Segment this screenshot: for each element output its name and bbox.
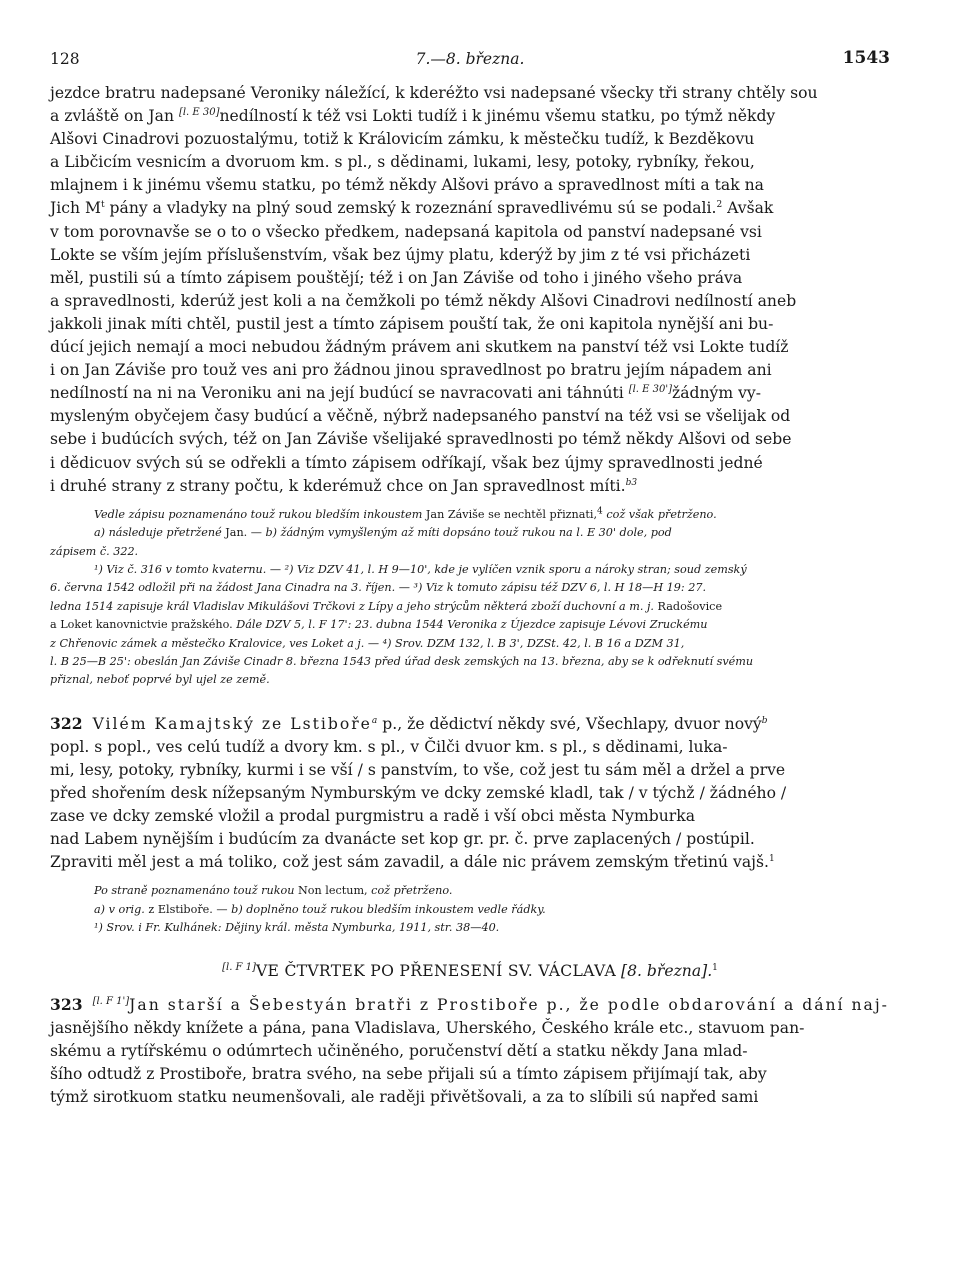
entry-322-text xyxy=(50,712,890,875)
folio-marker: [l. E 30] xyxy=(178,107,220,119)
text-line: skému a rytířskému o odúmrtech učiněného, poručenství dětí a statku někdy Jana mlad- xyxy=(50,1041,748,1060)
entry-323-text xyxy=(50,993,890,1109)
critical-note xyxy=(50,524,890,542)
text-line: dúcí jejich nemají a moci nebudou žádným právem ani skutkem na panství též vsi Lokte tudíž xyxy=(50,338,789,357)
text-line: mi, lesy, potoky, rybníky, kurmi i se vší / s panstvím, to vše, což jest tu sám měl a držel a prve xyxy=(50,760,786,779)
note-span: Vedle zápisu poznamenáno touž rukou bledším inkoustem xyxy=(94,507,423,521)
folio-marker: [l. F 1'] xyxy=(92,995,130,1007)
note-span: a Loket kanovnictvie pražského. xyxy=(50,618,233,632)
text-line: jakkoli jinak míti chtěl, pustil jest a tímto zápisem pouští tak, že oni kapitola nynější ani bu- xyxy=(50,314,774,333)
date-range: 7.—8. března. xyxy=(415,50,525,68)
margin-note xyxy=(50,506,890,524)
notes-322 xyxy=(50,882,890,937)
text-line: a spravedlnosti, kderúž jest koli a na čemžkoli po témž někdy Alšovi Cinadrovi nedílností aneb xyxy=(50,291,797,310)
footnote-ref: 4 xyxy=(597,505,603,516)
text-line: i on Jan Záviše pro touž ves ani pro žádnou jinou spravedlnost po bratru jejím nápadem ani xyxy=(50,361,772,380)
note-span: Dále DZV 5, l. F 17': 23. dubna 1544 Veronika z Újezdce zapisuje Lévovi Zruckému xyxy=(232,618,708,632)
text-line: nad Labem nynějším i budúcím za dvanácte set kop gr. pr. č. prve zaplacených / postúpil. xyxy=(50,830,755,849)
note-span: a) v orig. xyxy=(94,902,145,916)
text-span: Jan starší a Šebestyán bratři z Prostiboře p., že podle obdarování a dání naj- xyxy=(129,995,889,1014)
critical-note: zápisem č. 322. xyxy=(50,544,139,558)
text-line: sebe i budúcích svých, též on Jan Záviše všelijaké spravedlnosti po témž někdy Alšovi od sebe xyxy=(50,430,792,449)
text-line xyxy=(50,382,890,405)
footnote: 6. června 1542 odložil při na žádost Jana Cinadra na 3. říjen. — ³) Viz k tomuto zápisu též DZV 6, l. H 18—H 19: 27. xyxy=(50,581,707,595)
margin-note xyxy=(50,882,890,900)
text-line: jasnějšího někdy knížete a pána, pana Vladislava, Uherského, Českého krále etc., stavuom pan- xyxy=(50,1018,805,1037)
text-line xyxy=(50,475,890,498)
text-line: jezdce bratru nadepsané Veroniky náležící, k kderéžto vsi nadepsané všecky tři strany chtěly sou xyxy=(50,84,818,102)
heading-title: VE ČTVRTEK PO PŘENESENÍ SV. VÁCLAVA xyxy=(255,961,617,980)
text-span: p., že dědictví někdy své, Všechlapy, dvuor nový xyxy=(377,714,762,733)
note-span: a) následuje přetržené xyxy=(94,526,222,540)
entry-number: 322 xyxy=(50,713,83,733)
superscript: t xyxy=(100,200,105,211)
text-span: a zvláště on Jan xyxy=(50,107,179,126)
text-span: Zpraviti měl jest a má toliko, což jest sám zavadil, a dále nic právem zemským třetinú vajš. xyxy=(50,853,769,872)
text-line: mlajnem i k jinému všemu statku, po témž někdy Alšovi právo a spravedlnost míti a tak na xyxy=(50,176,764,195)
text-span: Vilém Kamajtský ze Lstiboře xyxy=(92,714,372,733)
notes-321 xyxy=(50,506,890,690)
entry-321-text xyxy=(50,82,890,498)
note-span: Jan. — xyxy=(221,526,266,540)
note-span: což přetrženo. xyxy=(371,884,453,898)
heading-date: [8. března]. xyxy=(616,961,713,980)
text-line xyxy=(50,197,890,220)
text-line: měl, pustili sú a tímto zápisem pouštějí; též i on Jan Záviše od toho i jiného všeho práva xyxy=(50,268,743,287)
critical-note xyxy=(50,901,890,919)
footnote-ref: a xyxy=(371,715,378,726)
text-span: pány a vladyky na plný soud zemský k rozeznání spravedlivému sú se podali. xyxy=(104,199,717,218)
text-line xyxy=(50,712,890,736)
note-span: Non lectum, xyxy=(294,884,372,898)
text-span: nedílností na ni na Veroniku ani na její budúcí se navracovati ani táhnúti xyxy=(50,384,629,403)
footnote: přiznal, neboť poprvé byl ujel ze země. xyxy=(50,673,270,687)
note-span: b) doplněno touž rukou bledším inkoustem vedle řádky. xyxy=(231,902,546,916)
text-line: zase ve dcky zemské vložil a prodal purgmistru a radě i vší obci města Nymburka xyxy=(50,807,696,826)
footnote: ¹) Viz č. 316 v tomto kvaternu. — ²) Viz DZV 41, l. H 9—10', kde je vylíčen vznik sporu a nároky stran; soud zemský xyxy=(94,562,747,576)
text-line xyxy=(50,105,890,128)
text-span: nedílností k též vsi Lokti tudíž i k jinému všemu statku, po týmž někdy xyxy=(219,107,776,126)
text-line: Alšovi Cinadrovi pozuostalýmu, totiž k Královicím zámku, k městečku tudíž, k Bezděkovu xyxy=(50,130,755,149)
text-line: před shořením desk nížepsaným Nymburským ve dcky zemské kladl, tak / v týchž / žádného / xyxy=(50,784,787,803)
footnote-ref: 1 xyxy=(768,854,775,865)
note-span: z Elstiboře. — xyxy=(144,902,232,916)
note-span: ledna 1514 zapisuje král Vladislav Mikulášovi Trčkovi z Lípy a jeho strýcům některá zboží duchovní a m. j. xyxy=(50,599,654,613)
document-page xyxy=(50,38,890,1109)
text-line: a Libčicím vesnicím a dvoruom km. s pl., s dědinami, lukami, lesy, potoky, rybníky, řekou, xyxy=(50,153,755,172)
footnote: ¹) Srov. i Fr. Kulhánek: Dějiny král. města Nymburka, 1911, str. 38—40. xyxy=(94,921,500,935)
year: 1543 xyxy=(842,48,890,68)
text-line: šího odtudž z Prostiboře, bratra svého, na sebe přijali sú a tímto zápisem přijímají tak, aby xyxy=(50,1064,767,1083)
text-line: týmž sirotkuom statku neumenšovali, ale raději přivětšovali, a za to slíbili sú napřed sami xyxy=(50,1088,759,1106)
text-line xyxy=(50,993,890,1017)
running-header xyxy=(50,38,890,82)
entry-number: 323 xyxy=(50,994,83,1014)
footnote-ref: 1 xyxy=(712,962,718,973)
text-span: žádným vy- xyxy=(672,384,761,403)
text-span: Avšak xyxy=(722,199,774,218)
text-span: i druhé strany z strany počtu, k kderémuž chce on Jan spravedlnost míti. xyxy=(50,476,626,495)
footnote: l. B 25—B 25': obeslán Jan Záviše Cinadr 8. března 1543 před úřad desk zemských na 13. března, aby se k odřeknutí svému xyxy=(50,654,754,668)
note-span: Po straně poznamenáno touž rukou xyxy=(94,884,295,898)
text-span: Jich M xyxy=(50,199,101,218)
footnote-ref: b xyxy=(761,715,768,726)
footnote xyxy=(50,598,890,616)
folio-marker: [l. E 30'] xyxy=(628,384,673,396)
footnote: z Chřenovic zámek a městečko Kralovice, ves Loket a j. — ⁴) Srov. DZM 132, l. B 3', DZSt. 42, l. B 16 a DZM 31, xyxy=(50,636,685,650)
note-span: Jan Záviše se nechtěl přiznati, xyxy=(422,507,598,521)
text-line: Lokte se vším jejím příslušenstvím, však bez újmy platu, kderýž by jim z té vsi přicházeti xyxy=(50,245,751,264)
text-line xyxy=(50,851,890,874)
folio-marker: [l. F 1] xyxy=(222,961,256,973)
footnote-ref: 2 xyxy=(716,200,723,211)
text-line: mysleným obyčejem časy budúcí a věčně, nýbrž nadepsaného panství na též vsi se všelijak od xyxy=(50,407,791,426)
footnote xyxy=(50,616,890,634)
text-line: popl. s popl., ves celú tudíž a dvory km. s pl., v Čilči dvuor km. s pl., s dědinami, luka- xyxy=(50,737,728,756)
text-line: v tom porovnavše se o to o všecko předkem, nadepsaná kapitola od panství nadepsané vsi xyxy=(50,222,762,241)
footnote-ref: b3 xyxy=(625,477,638,488)
text-line: i dědicuov svých sú se odřekli a tímto zápisem odříkají, však bez újmy spravedlnosti jedné xyxy=(50,453,763,472)
note-span: Radošovice xyxy=(654,599,723,613)
note-span: b) žádným vymyšleným až míti dopsáno touž rukou na l. E 30' dole, pod xyxy=(265,526,672,540)
page-number: 128 xyxy=(50,50,80,68)
section-heading xyxy=(50,960,890,983)
note-span: což však přetrženo. xyxy=(602,507,717,521)
